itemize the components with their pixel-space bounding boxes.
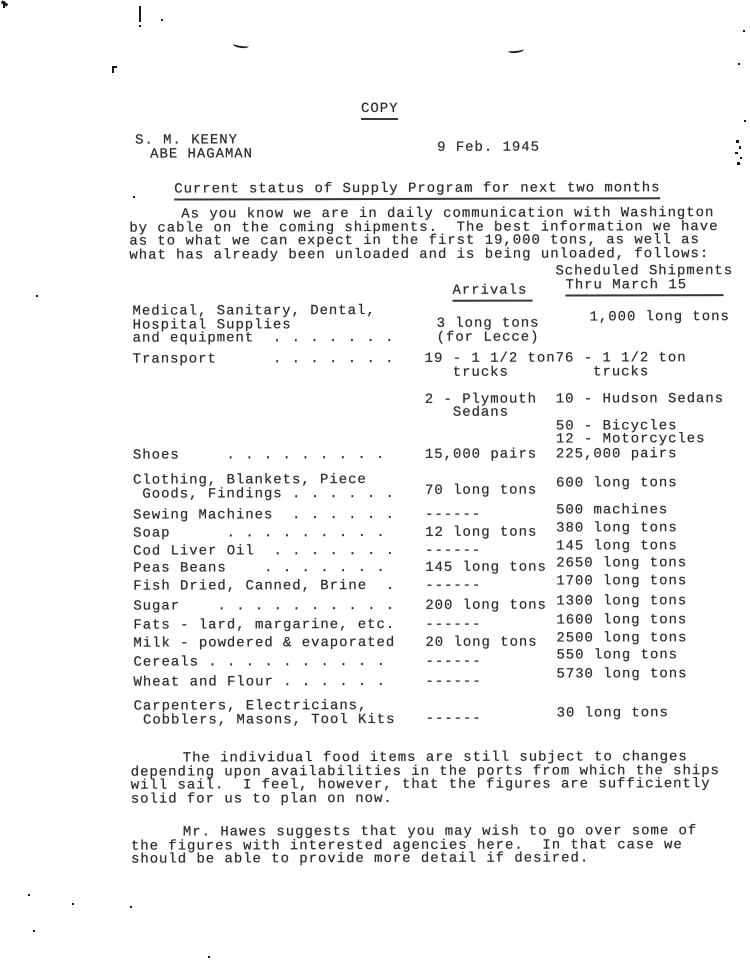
item-cell: Sugar . . . . . . . . . . [133,597,396,615]
scan-speck [130,906,132,908]
memo-subject-text: Current status of Supply Program for next two months [174,182,660,200]
item-cell: Soap . . . . . . . . . [133,524,386,542]
scan-speck [736,140,739,143]
arrivals-cell: ------ [425,673,482,690]
scheduled-cell: 76 - 1 1/2 ton trucks 10 - Hudson Sedans 50 - Bicycles 12 - Motorcycles [555,350,725,448]
scheduled-cell: 2650 long tons [556,555,688,572]
scheduled-cell: 145 long tons [556,538,678,555]
closing-paragraph-1: The individual food items are still subject to changes depending upon availabilities in the ports from which the ships will sail. I feel, however, that the figures are sufficiently solid for us to plan on now. [130,749,720,808]
scheduled-cell: 5730 long tons [556,666,688,683]
scan-speck [161,19,163,21]
scheduled-column-header-line2-text: Thru March 15 [565,279,723,296]
arrivals-cell: ------ [425,506,482,523]
arrivals-cell: ------ [425,616,482,633]
scan-speck [735,152,738,154]
scheduled-cell: 550 long tons [556,647,679,664]
item-cell: Medical, Sanitary, Dental, Hospital Supplies and equipment . . . . . . . [132,302,395,347]
intro-paragraph: As you know we are in daily communication with Washington by cable on the coming shipments. The best information we have as to what we can expect in the first 19,000 tons, as well as what has already been unloaded and is being unloaded, follows: [129,205,719,264]
table-row [133,448,745,463]
arrivals-cell: 20 long tons [425,634,538,651]
scan-speck [3,1,5,8]
item-cell: Cereals . . . . . . . . . . [133,653,386,671]
arrivals-cell: 12 long tons [425,524,538,541]
arrivals-cell: ------ [425,710,482,727]
scan-speck [737,162,740,165]
scan-speck [740,157,742,159]
item-cell: Milk - powdered & evaporated [133,634,396,652]
arrivals-cell: 3 long tons (for Lecce) [436,315,540,346]
arrivals-cell: ------ [425,542,482,559]
table-row [133,304,745,346]
arrivals-cell: 70 long tons [424,482,538,499]
item-cell: Shoes . . . . . . . . . [132,446,386,464]
scan-speck [738,63,740,65]
scan-speck [743,30,745,32]
arrivals-cell: 15,000 pairs [424,446,538,463]
table-row [133,352,745,448]
scan-speck [133,196,135,198]
arrivals-column-header-text: Arrivals [452,285,532,302]
scan-speck [139,6,141,22]
item-cell: Fats - lard, margarine, etc. [133,616,396,634]
arrivals-cell: 19 - 1 1/2 ton trucks 2 - Plymouth Sedans [424,350,556,421]
scheduled-cell: 380 long tons [556,520,678,537]
item-cell: Fish Dried, Canned, Brine . [133,577,396,595]
scan-speck [208,956,210,958]
recipient-line-2: ABE HAGAMAN [150,146,254,163]
scan-speck [139,25,141,27]
scan-speck [28,894,30,896]
scheduled-column-header-line1: Scheduled Shipments [555,263,734,280]
scheduled-cell: 500 machines [556,502,669,519]
item-cell: Wheat and Flour . . . . . . [133,673,387,691]
arrivals-cell: ------ [425,577,482,594]
item-cell: Transport . . . . . . . [132,350,395,368]
arrivals-cell: 145 long tons [425,559,547,576]
item-cell: Cod Liver Oil . . . . . . . [133,542,396,560]
scheduled-cell: 1,000 long tons [589,309,730,326]
item-cell: Clothing, Blankets, Piece Goods, Findings . . . . . . [132,472,395,503]
scheduled-cell: 30 long tons [556,705,669,722]
scan-speck [744,120,746,122]
scheduled-cell: 1700 long tons [556,573,688,590]
scan-speck [72,903,74,905]
table-row [133,573,745,595]
table-row [133,473,745,502]
scheduled-cell: 600 long tons [555,475,678,492]
table-row [134,699,746,728]
scan-speck [112,66,117,68]
scan-speck [36,295,38,297]
scan-speck [739,146,741,149]
scan-speck [33,930,35,932]
item-cell: Sewing Machines . . . . . . [133,506,395,524]
scheduled-cell: 1300 long tons [556,593,688,610]
scheduled-cell: 1600 long tons [556,612,688,629]
scheduled-cell: 225,000 pairs [555,446,678,463]
arrivals-cell: ------ [425,653,482,670]
closing-paragraph-2: Mr. Hawes suggests that you may wish to go over some of the figures with interested agencies here. In that case we should be able to provide more detail if desired. [130,823,698,868]
recipient-line-1: S. M. KEENY [135,132,238,149]
table-row [133,666,745,691]
copy-heading-text: COPY [361,103,398,120]
item-cell: Carpenters, Electricians, Cobblers, Masons, Tool Kits [133,698,396,729]
memo-date: 9 Feb. 1945 [437,139,541,156]
item-cell: Peas Beans . . . . . . . [133,559,386,577]
scheduled-cell: 2500 long tons [556,630,688,647]
arrivals-cell: 200 long tons [425,597,547,614]
